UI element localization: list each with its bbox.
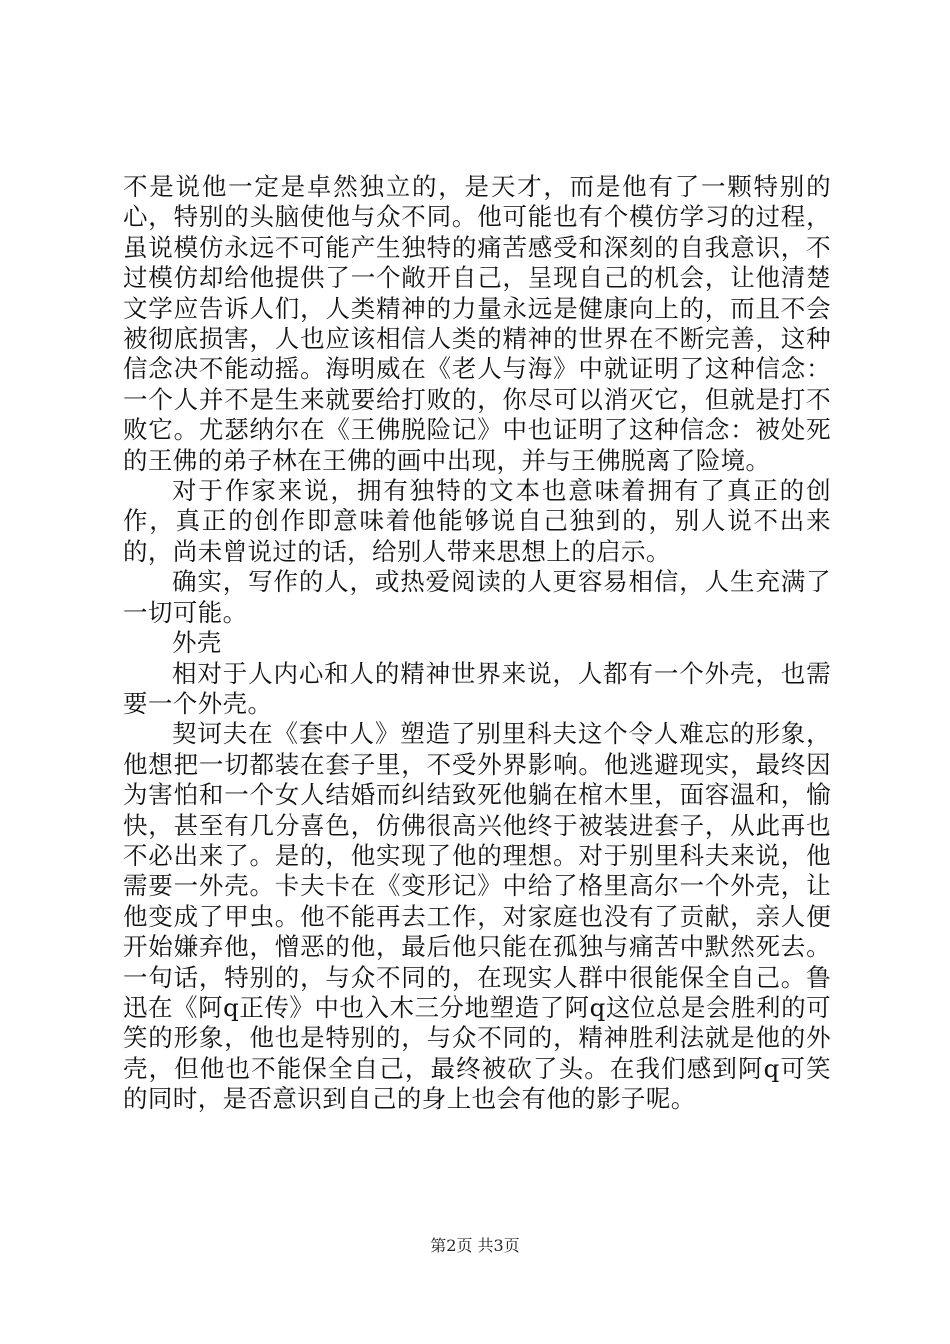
- paragraph-3: 确实，写作的人，或热爱阅读的人更容易相信，人生充满了一切可能。: [123, 567, 831, 627]
- section-heading: 外壳: [172, 628, 222, 658]
- paragraph-5: 契诃夫在《套中人》塑造了别里科夫这个令人难忘的形象，他想把一切都装在套子里，不受外界影响。他逃避现实，最终因为害怕和一个女人结婚而纠结致死他躺在棺木里，面容温和，愉快，甚至有几分喜色，仿佛很高兴他终于被装进套子，从此再也不必出来了。是的，他实现了他的理想。对于别里科夫来说，他需要一外壳。卡夫卡在《变形记》中给了格里高尔一个外壳，让他变成了甲虫。他不能再去工作，对家庭也没有了贡献，亲人便开始嫌弃他，憎恶的他，最后他只能在孤独与痛苦中默然死去。一句话，特别的，与众不同的，在现实人群中很能保全自己。鲁迅在《阿q正传》中也入木三分地塑造了阿q这位总是会胜利的可笑的形象，他也是特别的，与众不同的，精神胜利法就是他的外壳，但他也不能保全自己，最终被砍了头。在我们感到阿q可笑的同时，是否意识到自己的身上也会有他的影子呢。: [123, 719, 831, 1114]
- paragraph-2: 对于作家来说，拥有独特的文本也意味着拥有了真正的创作，真正的创作即意味着他能够说自己独到的，别人说不出来的，尚未曾说过的话，给别人带来思想上的启示。: [123, 476, 831, 566]
- document-body: [123, 172, 831, 1115]
- paragraph-4: 相对于人内心和人的精神世界来说，人都有一个外壳，也需要一个外壳。: [123, 658, 831, 718]
- paragraph-1: 不是说他一定是卓然独立的，是天才，而是他有了一颗特别的心，特别的头脑使他与众不同。他可能也有个模仿学习的过程，虽说模仿永远不可能产生独特的痛苦感受和深刻的自我意识，不过模仿却给他提供了一个敞开自己，呈现自己的机会，让他清楚文学应告诉人们，人类精神的力量永远是健康向上的，而且不会被彻底损害，人也应该相信人类的精神的世界在不断完善，这种信念决不能动摇。海明威在《老人与海》中就证明了这种信念：一个人并不是生来就要给打败的，你尽可以消灭它，但就是打不败它。尤瑟纳尔在《王佛脱险记》中也证明了这种信念：被处死的王佛的弟子林在王佛的画中出现，并与王佛脱离了险境。: [123, 172, 831, 475]
- page-footer: 第2页 共3页: [430, 1236, 520, 1255]
